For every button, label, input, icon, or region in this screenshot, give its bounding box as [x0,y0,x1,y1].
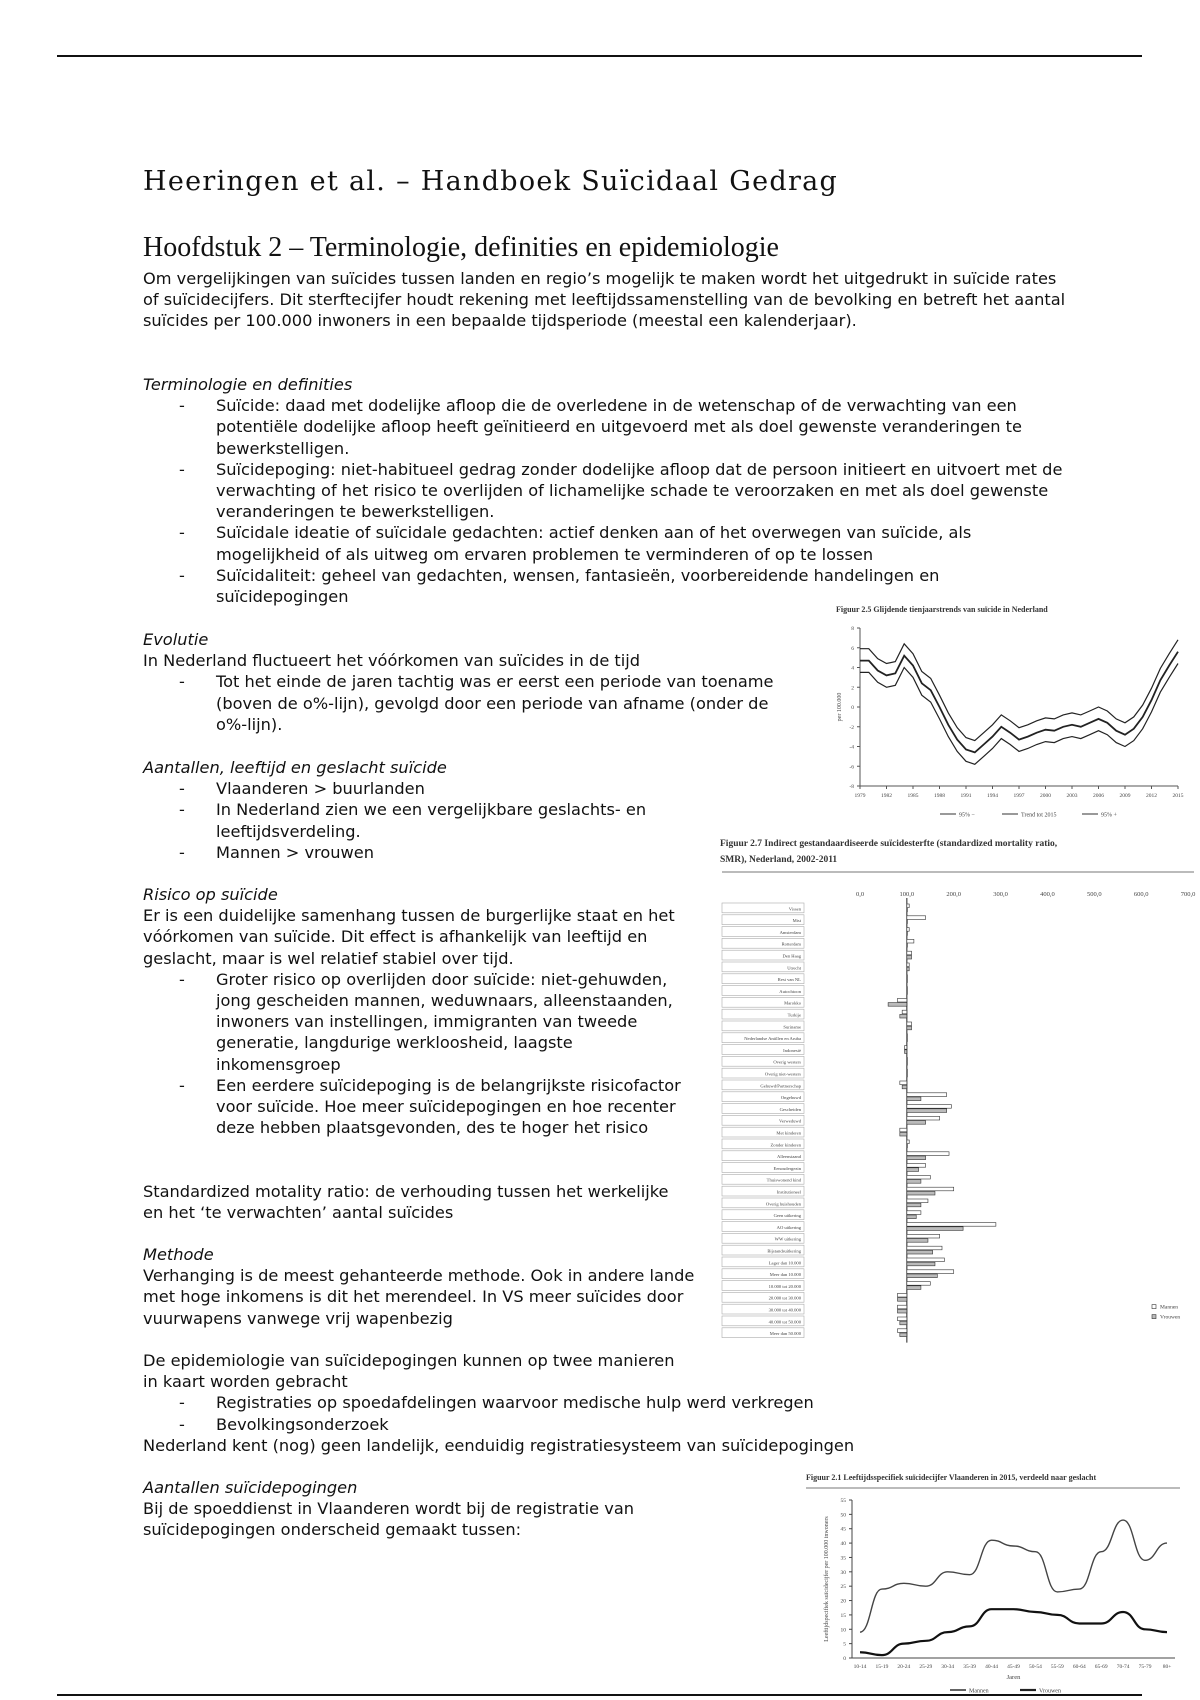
x-tick-label: 2000 [1040,793,1051,799]
bar-mannen [907,1164,926,1168]
category-label: Overig westers [773,1059,801,1065]
bar-vrouwen [907,967,909,971]
legend-label: Mannen [1160,1304,1179,1311]
category-label: 10.000 tot 20.000 [768,1283,801,1289]
category-label: 20.000 tot 30.000 [768,1295,801,1301]
bar-vrouwen [905,1050,907,1054]
bar-mannen [897,1305,906,1309]
list-item: - Registraties op spoedafdelingen waarvoor medische hulp werd verkregen [216,1392,1133,1413]
y-tick-label: 0 [851,705,854,711]
bar-mannen [907,939,914,943]
category-label: Gehuwd/Partnerschap [760,1083,801,1089]
category-label: Alleenstaand [777,1154,801,1160]
legend-label: 95% − [959,812,975,819]
chart-title-line-1: Figuur 2.7 Indirect gestandaardiseerde suïcidesterfte (standardized mortality ratio, [720,839,1058,849]
section-aantallen-pogingen [143,1477,703,1541]
bar-mannen [900,1081,907,1085]
document-title: Heeringen et al. – Handboek Suïcidaal Gedrag [143,166,839,197]
methode-heading: Methode [143,1245,214,1264]
chapter-title: Hoofdstuk 2 – Terminologie, definities en epidemiologie [143,232,779,263]
category-label: Utrecht [787,965,801,971]
bar-mannen [907,916,926,920]
list-item: - Een eerdere suïcidepoging is de belangrijkste risicofactor voor suïcide. Hoe meer suïcidepogingen en hoe recenter deze hebben plaatsgevonden, des te hoger het risico [216,1075,683,1139]
bar-vrouwen [907,1203,921,1207]
x-tick-label: 75-79 [1138,1664,1152,1670]
list-item: - Suïcide: daad met dodelijke afloop die de overledene in de wetenschap of de verwachting van een potentiële dodelijke afloop heeft geïnitieerd en uitgevoerd met als doel gewenste veranderingen te bewerkstelligen. [216,395,1068,459]
y-axis-label: Leeftijdspecifiek suïcidecijfer per 100.000 inwoners [824,1516,830,1642]
y-tick-label: 25 [840,1584,846,1591]
y-tick-label: 15 [840,1612,846,1619]
bar-mannen [905,1046,907,1050]
category-label: Met kinderen [776,1130,801,1136]
bar-vrouwen [907,932,908,936]
x-tick-label: 600,0 [1133,891,1149,898]
x-tick-label: 60-64 [1072,1664,1086,1670]
category-label: Den Haag [782,953,801,959]
category-label: Rest van NL [777,977,801,983]
category-label: Gescheiden [779,1106,801,1112]
x-tick-label: 70-74 [1116,1664,1130,1670]
y-tick-label: 50 [840,1512,846,1519]
legend-label: Vrouwen [1160,1314,1181,1321]
x-tick-label: 1997 [1013,793,1025,799]
y-tick-label: -6 [849,764,854,771]
chart-title: Figuur 2.1 Leeftijdsspecifiek suïcidecijfer Vlaanderen in 2015, verdeeld naar geslacht [806,1473,1097,1482]
y-tick-label: 45 [840,1526,846,1533]
y-tick-label: 6 [851,645,854,652]
bar-vrouwen [907,1156,926,1160]
x-tick-label: 1982 [881,793,892,799]
x-tick-label: 15-19 [875,1664,889,1670]
bar-vrouwen [907,1239,928,1243]
bar-vrouwen [907,955,912,959]
bar-vrouwen [900,1014,907,1018]
figure-2-5 [832,600,1188,832]
category-label: Overig huishouden [765,1201,801,1207]
bar-vrouwen [907,1286,921,1290]
series-line-2 [860,640,1178,741]
bar-mannen [907,1105,952,1109]
category-label: Turkije [787,1012,801,1018]
bar-mannen [907,1152,949,1156]
bar-mannen [907,1116,940,1120]
bar-vrouwen [900,1321,907,1325]
terminologie-heading: Terminologie en definities [143,375,353,394]
bar-vrouwen [907,1144,908,1148]
section-aantallen [143,757,723,863]
x-axis-label: Jaren [1006,1674,1021,1681]
bar-vrouwen [900,1333,907,1337]
aantallen-heading: Aantallen, leeftijd en geslacht suïcide [143,758,447,777]
section-terminologie [143,374,1068,607]
category-label: 40.000 tot 50.000 [768,1319,801,1325]
intro-paragraph [143,268,1068,332]
risico-text: Er is een duidelijke samenhang tussen de burgerlijke staat en het vóórkomen van suïcide. Dit effect is afhankelijk van leeftijd en geslacht, maar is wel relatief stabiel over tijd. [143,906,675,968]
bar-vrouwen [907,1191,935,1195]
bar-mannen [907,904,909,908]
bar-mannen [907,1187,954,1191]
bar-mannen [907,1246,942,1250]
bar-mannen [907,1258,944,1262]
bar-mannen [900,1128,907,1132]
y-axis-label: per 100.000 [837,692,843,722]
category-label: AO uitkering [776,1224,801,1230]
category-label: 30.000 tot 40.000 [768,1307,801,1313]
bar-vrouwen [907,920,908,924]
x-tick-label: 50-54 [1029,1664,1042,1670]
bar-vrouwen [907,1168,919,1172]
x-tick-label: 20-24 [897,1664,911,1670]
bar-mannen [907,1034,908,1038]
bar-vrouwen [907,1097,921,1101]
bar-vrouwen [907,908,908,912]
bar-mannen [907,1140,909,1144]
y-tick-label: 55 [840,1498,846,1504]
bar-mannen [907,1282,930,1286]
bar-vrouwen [907,944,908,948]
x-tick-label: 500,0 [1086,891,1102,898]
smr-text: Standardized motality ratio: de verhouding tussen het werkelijke en het ‘te verwachten’ aantal suïcides [143,1182,669,1223]
bar-vrouwen [907,1227,963,1231]
section-methode [143,1244,703,1329]
category-label: Geen uitkering [773,1213,801,1219]
x-tick-label: 2012 [1146,793,1157,799]
x-tick-label: 45-49 [1007,1664,1020,1670]
y-tick-label: -4 [849,744,854,751]
y-tick-label: 35 [840,1555,846,1562]
x-tick-label: 2015 [1172,793,1184,799]
bar-mannen [907,1022,912,1026]
series-line-0 [860,664,1178,765]
bar-vrouwen [907,1274,937,1278]
x-tick-label: 25-29 [919,1664,933,1670]
x-tick-label: 0,0 [855,891,865,898]
series-line-1 [860,652,1178,753]
category-label: Institutioneel [776,1189,801,1195]
bar-vrouwen [907,1180,921,1184]
bar-vrouwen [907,1109,947,1113]
x-tick-label: 1991 [960,793,972,799]
figure-2-1 [800,1468,1185,1698]
bar-vrouwen [907,1121,926,1125]
methode-text: Verhanging is de meest gehanteerde methode. Ook in andere lande met hoge inkomens is dit het merendeel. In VS meer suïcides door vuurwapens vanwege vrij wapenbezig [143,1266,695,1328]
bar-mannen [897,1317,906,1321]
category-label: Vissen [788,906,801,912]
legend-label: 95% + [1101,812,1117,819]
chart-fig-2-5 [832,600,1188,832]
aantallen-pogingen-heading: Aantallen suïcidepogingen [143,1478,358,1497]
bar-mannen [907,975,908,979]
bar-vrouwen [907,1038,908,1042]
bar-mannen [907,1175,930,1179]
category-label: Verweduwd [779,1118,801,1124]
y-tick-label: 5 [843,1641,846,1648]
series-line-vrouwen [860,1609,1167,1655]
y-tick-label: 4 [851,665,854,672]
bar-mannen [897,998,906,1002]
x-tick-label: 200,0 [946,891,962,898]
legend-swatch [1152,1315,1156,1319]
bar-vrouwen [907,991,908,995]
risico-heading: Risico op suïcide [143,885,278,904]
section-epidemiologie [143,1350,1133,1456]
list-item: - Vlaanderen > buurlanden [216,778,723,799]
bar-mannen [907,1211,921,1215]
x-tick-label: 35-39 [963,1664,977,1670]
x-tick-label: 30-34 [941,1664,955,1670]
x-tick-label: 1988 [934,793,945,799]
category-label: WW uitkering [774,1236,801,1242]
bar-mannen [907,987,908,991]
y-tick-label: -8 [849,784,854,790]
category-label: Autochtoon [779,988,801,994]
list-item: - In Nederland zien we een vergelijkbare geslachts- en leeftijdsverdeling. [216,799,723,841]
category-label: Meer dan 50.000 [769,1331,801,1337]
category-label: Rotterdam [781,941,801,947]
bar-mannen [907,1199,928,1203]
smr-paragraph [143,1181,683,1223]
category-label: Mist [792,918,801,924]
bar-mannen [907,1223,996,1227]
chart-fig-2-1 [800,1468,1185,1698]
intro-text: Om vergelijkingen van suïcides tussen landen en regio’s mogelijk te maken wordt het uitgedrukt in suïcide rates of suïcidecijfers. Dit sterftecijfer houdt rekening met leeftijdssamenstelling van de bevolking en betreft het aantal suïcides per 100.000 inwoners in een bepaalde tijdsperiode (meestal een kalenderjaar). [143,269,1066,331]
evolutie-heading: Evolutie [143,630,209,649]
category-label: Amsterdam [779,929,801,935]
bar-vrouwen [907,1026,912,1030]
y-tick-label: 30 [840,1569,846,1576]
series-line-mannen [860,1520,1167,1632]
y-tick-label: 40 [840,1541,846,1548]
x-tick-label: 65-69 [1094,1664,1108,1670]
bar-vrouwen [897,1298,906,1302]
bar-mannen [897,1329,906,1333]
legend-label: Vrouwen [1039,1688,1061,1695]
list-item: - Groter risico op overlijden door suïcide: niet-gehuwden, jong gescheiden mannen, weduwnaars, alleenstaanden, inwoners van instellingen, immigranten van tweede generatie, langdurige werkloosheid, laagste inkomensgroep [216,969,683,1075]
category-label: Meer dan 10.000 [769,1272,801,1278]
bar-mannen [907,951,912,955]
category-label: Eenoudergezin [773,1165,801,1171]
category-label: Indonesië [783,1047,801,1053]
top-rule [57,55,1142,57]
bar-vrouwen [907,979,908,983]
y-tick-label: 0 [843,1656,846,1662]
bar-vrouwen [907,1062,908,1066]
category-label: Lager dan 10.000 [768,1260,801,1266]
category-label: Zonder kinderen [770,1142,801,1148]
x-tick-label: 2009 [1119,793,1131,799]
bar-vrouwen [897,1309,906,1313]
figure-2-7 [718,832,1196,1352]
aantallen-pogingen-text: Bij de spoeddienst in Vlaanderen wordt bij de registratie van suïcidepogingen onderscheid gemaakt tussen: [143,1499,635,1540]
section-risico [143,884,683,1138]
bar-mannen [907,1234,940,1238]
bar-vrouwen [907,1262,935,1266]
chart-title-line-2: SMR), Nederland, 2002-2011 [720,855,838,865]
y-tick-label: 8 [851,626,854,632]
bar-mannen [907,1093,947,1097]
bar-vrouwen [907,1215,916,1219]
legend-label: Mannen [969,1688,989,1695]
epidemiologie-after: Nederland kent (nog) geen landelijk, eenduidig registratiesysteem van suïcidepogingen [143,1435,855,1455]
x-tick-label: 1979 [854,793,866,799]
list-item: - Suïcidepoging: niet-habitueel gedrag zonder dodelijke afloop dat de persoon initieert en uitvoert met de verwachting of het risico te overlijden of lichamelijke schade te veroorzaken en met als doel gewenste veranderingen te bewerkstelligen. [216,459,1068,523]
y-tick-label: 20 [840,1598,846,1605]
legend-swatch [1152,1305,1156,1309]
bar-vrouwen [888,1003,907,1007]
list-item: - Suïcidale ideatie of suïcidale gedachten: actief denken aan of het overwegen van suïcide, als mogelijkheid of als uitweg om ervaren problemen te verminderen of op te lossen [216,522,1068,564]
bar-vrouwen [900,1132,907,1136]
list-item: - Mannen > vrouwen [216,842,723,863]
legend-label: Trend tot 2015 [1021,812,1057,819]
category-label: Thuiswonend kind [766,1177,801,1183]
chart-fig-2-7 [718,832,1196,1352]
bar-mannen [907,1057,908,1061]
x-tick-label: 2006 [1093,793,1104,799]
category-label: Overig niet-westers [764,1071,801,1077]
bar-mannen [907,1069,908,1073]
evolutie-text: In Nederland fluctueert het vóórkomen van suïcides in de tijd [143,651,641,671]
category-label: Suriname [783,1024,801,1030]
y-tick-label: -2 [849,724,854,731]
list-item: - Bevolkingsonderzoek [216,1414,1133,1435]
x-tick-label: 55-59 [1050,1664,1064,1670]
bar-vrouwen [907,1250,933,1254]
bar-mannen [907,1270,954,1274]
x-tick-label: 40-44 [985,1664,998,1670]
x-tick-label: 300,0 [993,891,1008,898]
x-tick-label: 400,0 [1040,891,1055,898]
chart-title: Figuur 2.5 Glijdende tienjaarstrends van suïcide in Nederland [836,605,1048,614]
x-tick-label: 1985 [907,793,919,799]
y-tick-label: 2 [851,685,854,692]
bar-mannen [907,963,909,967]
category-label: Nederlandse Antillen en Aruba [744,1036,801,1042]
x-tick-label: 1994 [987,793,998,799]
category-label: Marokko [784,1000,801,1006]
list-item: - Suïcidaliteit: geheel van gedachten, wensen, fantasieën, voorbereidende handelingen en suïcidepogingen [216,565,1068,607]
x-tick-label: 700,0 [1180,891,1196,898]
bar-mannen [897,1293,906,1297]
list-item: - Tot het einde de jaren tachtig was er eerst een periode van toename (boven de o%-lijn), gevolgd door een periode van afname (onder de o%-lijn). [216,671,796,735]
x-tick-label: 80+ [1162,1664,1172,1670]
epidemiologie-text: De epidemiologie van suïcidepogingen kunnen op twee manieren in kaart worden gebracht [143,1351,675,1392]
bar-mannen [907,928,909,932]
y-tick-label: 10 [840,1627,846,1634]
category-label: Bijstandsuitkering [767,1248,801,1254]
x-tick-label: 100,0 [899,891,915,898]
section-evolutie [143,629,803,735]
bar-mannen [902,1010,907,1014]
x-tick-label: 2003 [1066,793,1078,799]
bar-vrouwen [907,1073,908,1077]
category-label: Ongehuwd [780,1095,801,1101]
bar-vrouwen [902,1085,907,1089]
x-tick-label: 10-14 [853,1664,867,1670]
